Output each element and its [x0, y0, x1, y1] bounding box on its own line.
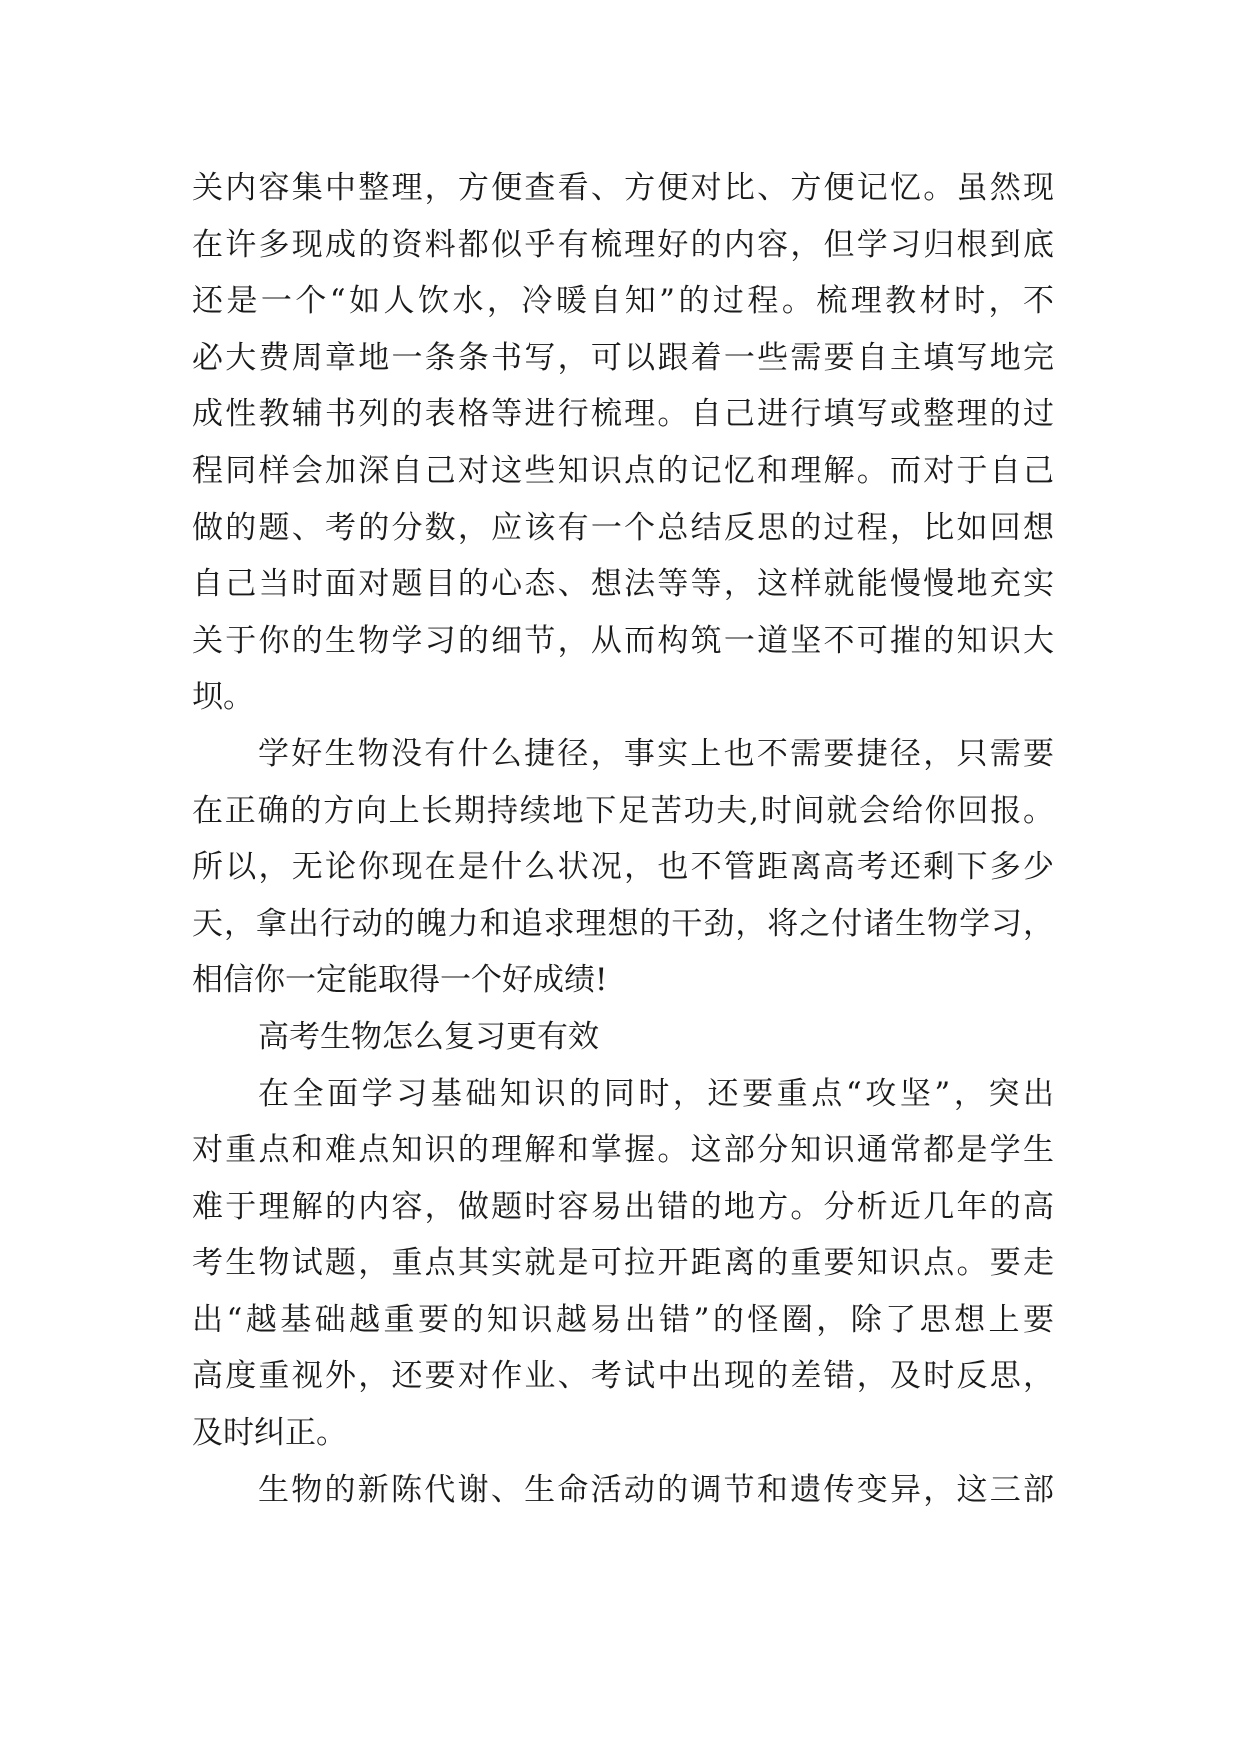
text-line: 关于你的生物学习的细节，从而构筑一道坚不可摧的知识大 [192, 622, 1054, 659]
paragraph [192, 160, 1054, 726]
text-line: 做的题、考的分数，应该有一个总结反思的过程，比如回想 [192, 509, 1054, 546]
text-line: 高度重视外，还要对作业、考试中出现的差错，及时反思， [192, 1358, 1054, 1395]
text-line: 还是一个“如人饮水，冷暖自知”的过程。梳理教材时，不 [192, 283, 1054, 320]
document-page [192, 160, 1054, 1518]
paragraph [192, 726, 1054, 1009]
text-line: 在许多现成的资料都似乎有梳理好的内容，但学习归根到底 [192, 226, 1054, 263]
text-line: 考生物试题，重点其实就是可拉开距离的重要知识点。要走 [192, 1245, 1054, 1282]
text-line: 对重点和难点知识的理解和掌握。这部分知识通常都是学生 [192, 1132, 1054, 1169]
text-line: 难于理解的内容，做题时容易出错的地方。分析近几年的高 [192, 1188, 1054, 1225]
text-line: 生物的新陈代谢、生命活动的调节和遗传变异，这三部 [258, 1471, 1054, 1508]
text-line: 在全面学习基础知识的同时，还要重点“攻坚”，突出 [258, 1075, 1054, 1112]
text-line: 程同样会加深自己对这些知识点的记忆和理解。而对于自己 [192, 452, 1054, 489]
text-line: 所以，无论你现在是什么状况，也不管距离高考还剩下多少 [192, 849, 1054, 886]
paragraph [192, 1462, 1054, 1519]
text-line: 相信你一定能取得一个好成绩! [192, 962, 608, 999]
text-line: 学好生物没有什么捷径，事实上也不需要捷径，只需要 [258, 735, 1054, 772]
text-line: 必大费周章地一条条书写，可以跟着一些需要自主填写地完 [192, 339, 1054, 376]
text-line: 出“越基础越重要的知识越易出错”的怪圈，除了思想上要 [192, 1301, 1054, 1338]
section-heading [192, 1009, 1054, 1066]
text-line: 成性教辅书列的表格等进行梳理。自己进行填写或整理的过 [192, 396, 1054, 433]
text-line: 关内容集中整理，方便查看、方便对比、方便记忆。虽然现 [192, 170, 1054, 206]
text-line: 坝。 [192, 679, 254, 716]
paragraph [192, 1066, 1054, 1462]
text-line: 天，拿出行动的魄力和追求理想的干劲，将之付诸生物学习， [192, 905, 1054, 942]
heading-text: 高考生物怎么复习更有效 [258, 1018, 599, 1055]
text-line: 在正确的方向上长期持续地下足苦功夫,时间就会给你回报。 [192, 792, 1054, 829]
text-line: 自己当时面对题目的心态、想法等等，这样就能慢慢地充实 [192, 566, 1054, 603]
text-line: 及时纠正。 [192, 1415, 347, 1452]
